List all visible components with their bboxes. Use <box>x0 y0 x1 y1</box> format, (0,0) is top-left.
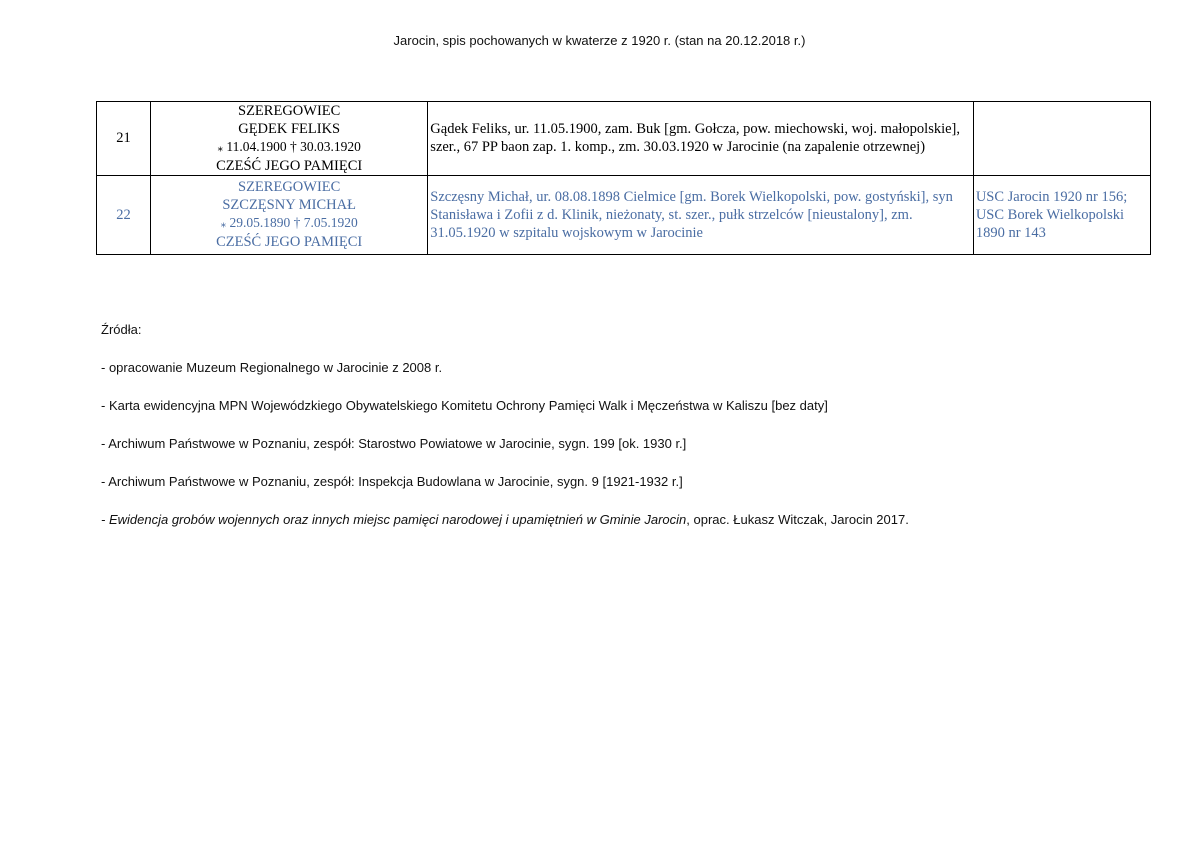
birth-star-icon: ⁎ <box>217 141 223 154</box>
source-item: - Archiwum Państwowe w Poznaniu, zespół: Inspekcja Budowlana w Jarocinie, sygn. 9 [1921-1932 r.] <box>101 474 683 489</box>
record-description: Gądek Feliks, ur. 11.05.1900, zam. Buk [gm. Gołcza, pow. miechowski, woj. małopolskie], szer., 67 PP baon zap. 1. komp., zm. 30.03.1920 w Jarocinie (na zapalenie otrzewnej) <box>428 102 974 176</box>
source-item: - opracowanie Muzeum Regionalnego w Jarocinie z 2008 r. <box>101 360 443 375</box>
inscription-name: SZCZĘSNY MICHAŁ <box>222 197 356 214</box>
inscription-dates <box>153 214 425 233</box>
source-item-title: - <box>101 512 109 527</box>
table-row <box>97 102 1151 176</box>
inscription-rank: SZEREGOWIEC <box>238 103 341 119</box>
inscription-dates-text: 11.04.1900 † 30.03.1920 <box>226 139 361 154</box>
source-item-suffix: , oprac. Łukasz Witczak, Jarocin 2017. <box>686 512 909 527</box>
inscription-dates-text: 29.05.1890 † 7.05.1920 <box>229 215 358 231</box>
tombstone-inscription <box>151 102 428 176</box>
record-number: 21 <box>97 102 151 176</box>
record-source: USC Jarocin 1920 nr 156; USC Borek Wielkopolski 1890 nr 143 <box>973 175 1150 254</box>
sources-section <box>101 322 909 550</box>
inscription-dates <box>153 138 425 157</box>
burials-table <box>96 101 1151 255</box>
tombstone-inscription <box>151 175 428 254</box>
birth-star-icon: ⁎ <box>220 218 227 231</box>
inscription-epitaph: CZEŚĆ JEGO PAMIĘCI <box>216 157 363 174</box>
table-row <box>97 175 1151 254</box>
source-item: - Karta ewidencyjna MPN Wojewódzkiego Obywatelskiego Komitetu Ochrony Pamięci Walk i Męczeństwa w Kaliszu [bez daty] <box>101 398 828 413</box>
source-item: - Archiwum Państwowe w Poznaniu, zespół: Starostwo Powiatowe w Jarocinie, sygn. 199 [ok. 1930 r.] <box>101 436 687 451</box>
inscription-epitaph: CZEŚĆ JEGO PAMIĘCI <box>216 234 363 251</box>
record-source <box>973 102 1150 176</box>
page-header-title: Jarocin, spis pochowanych w kwaterze z 1920 r. (stan na 20.12.2018 r.) <box>393 33 806 48</box>
record-description: Szczęsny Michał, ur. 08.08.1898 Cielmice [gm. Borek Wielkopolski, pow. gostyński], syn Stanisława i Zofii z d. Klinik, nieżonaty, st. szer., pułk strzelców [nieustalony], zm. 31.05.1920 w szpitalu wojskowym w Jarocinie <box>428 175 974 254</box>
inscription-name: GĘDEK FELIKS <box>238 121 341 137</box>
source-item-last <box>101 512 909 527</box>
source-item-title-text: Ewidencja grobów wojennych oraz innych miejsc pamięci narodowej i upamiętnień w Gminie Jarocin <box>108 512 687 527</box>
inscription-rank: SZEREGOWIEC <box>238 179 341 196</box>
sources-heading: Źródła: <box>101 322 142 337</box>
record-number: 22 <box>97 175 151 254</box>
